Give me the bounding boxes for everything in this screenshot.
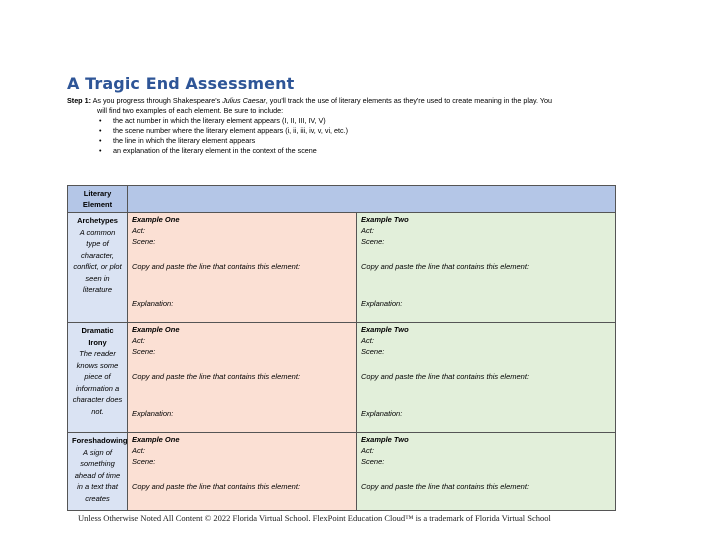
list-item-text: the scene number where the literary element appears (i, ii, iii, iv, v, vi, etc.): [113, 126, 349, 135]
example-one-heading: Example One: [132, 435, 180, 444]
step-text-before: As you progress through Shakespeare's: [90, 96, 223, 105]
example-one-heading: Example One: [132, 325, 180, 334]
bullet-icon: •: [99, 146, 102, 155]
step-line-1: [67, 96, 667, 106]
act-label: Act:: [361, 446, 374, 455]
element-definition: A sign of something ahead of time in a text that creates: [74, 447, 121, 503]
act-label: Act:: [132, 446, 145, 455]
copyright-footer: Unless Otherwise Noted All Content © 2022 Florida Virtual School. FlexPoint Education Cloud™ is a trademark of Florida Virtual School: [78, 513, 551, 523]
scene-label: Scene:: [132, 457, 156, 466]
copy-line-label: Copy and paste the line that contains this element:: [132, 372, 301, 381]
list-item-text: the line in which the literary element appears: [113, 136, 256, 145]
requirements-list: [67, 116, 667, 156]
element-cell: [68, 433, 128, 511]
page-title: A Tragic End Assessment: [67, 74, 295, 93]
example-two-heading: Example Two: [361, 325, 409, 334]
example-two-cell[interactable]: [357, 323, 616, 433]
copy-line-label: Copy and paste the line that contains this element:: [361, 262, 530, 271]
header-blank: [128, 186, 616, 213]
element-definition: A common type of character, conflict, or plot seen in literature: [73, 227, 122, 294]
act-label: Act:: [132, 336, 145, 345]
example-one-cell[interactable]: [128, 323, 357, 433]
instructions: [67, 96, 667, 156]
scene-label: Scene:: [132, 347, 156, 356]
bullet-icon: •: [99, 136, 102, 145]
list-item-text: an explanation of the literary element in the context of the scene: [113, 146, 317, 155]
list-item: [99, 136, 667, 146]
scene-label: Scene:: [361, 347, 385, 356]
element-name: Dramatic Irony: [81, 326, 114, 347]
header-literary-element: Literary Element: [68, 186, 128, 213]
table-row: [68, 433, 616, 511]
copy-line-label: Copy and paste the line that contains this element:: [361, 482, 530, 491]
copy-line-label: Copy and paste the line that contains this element:: [361, 372, 530, 381]
element-name: Archetypes: [77, 216, 118, 225]
list-item-text: the act number in which the literary element appears (I, II, III, IV, V): [113, 116, 326, 125]
act-label: Act:: [132, 226, 145, 235]
example-two-cell[interactable]: [357, 433, 616, 511]
explanation-label: Explanation:: [361, 299, 403, 308]
step-label: Step 1:: [67, 96, 91, 105]
bullet-icon: •: [99, 116, 102, 125]
table-row: [68, 213, 616, 323]
copy-line-label: Copy and paste the line that contains this element:: [132, 262, 301, 271]
literary-elements-table: [67, 185, 616, 511]
explanation-label: Explanation:: [361, 409, 403, 418]
copy-line-label: Copy and paste the line that contains this element:: [132, 482, 301, 491]
explanation-label: Explanation:: [132, 409, 174, 418]
step-text-after: , you'll track the use of literary elements as they're used to create meaning in the play. You: [265, 96, 553, 105]
scene-label: Scene:: [361, 237, 385, 246]
scene-label: Scene:: [132, 237, 156, 246]
act-label: Act:: [361, 226, 374, 235]
element-name: Foreshadowing: [72, 436, 128, 445]
bullet-icon: •: [99, 126, 102, 135]
example-two-cell[interactable]: [357, 213, 616, 323]
list-item: [99, 116, 667, 126]
example-two-heading: Example Two: [361, 435, 409, 444]
example-two-heading: Example Two: [361, 215, 409, 224]
element-cell: [68, 323, 128, 433]
play-title: Julius Caesar: [222, 96, 266, 105]
list-item: [99, 146, 667, 156]
element-cell: [68, 213, 128, 323]
example-one-cell[interactable]: [128, 213, 357, 323]
explanation-label: Explanation:: [132, 299, 174, 308]
list-item: [99, 126, 667, 136]
example-one-cell[interactable]: [128, 433, 357, 511]
element-definition: The reader knows some piece of information a character does not.: [72, 349, 123, 416]
scene-label: Scene:: [361, 457, 385, 466]
table-row: [68, 323, 616, 433]
example-one-heading: Example One: [132, 215, 180, 224]
table-header-row: [68, 186, 616, 213]
step-line-2: will find two examples of each element. Be sure to include:: [97, 106, 284, 115]
act-label: Act:: [361, 336, 374, 345]
